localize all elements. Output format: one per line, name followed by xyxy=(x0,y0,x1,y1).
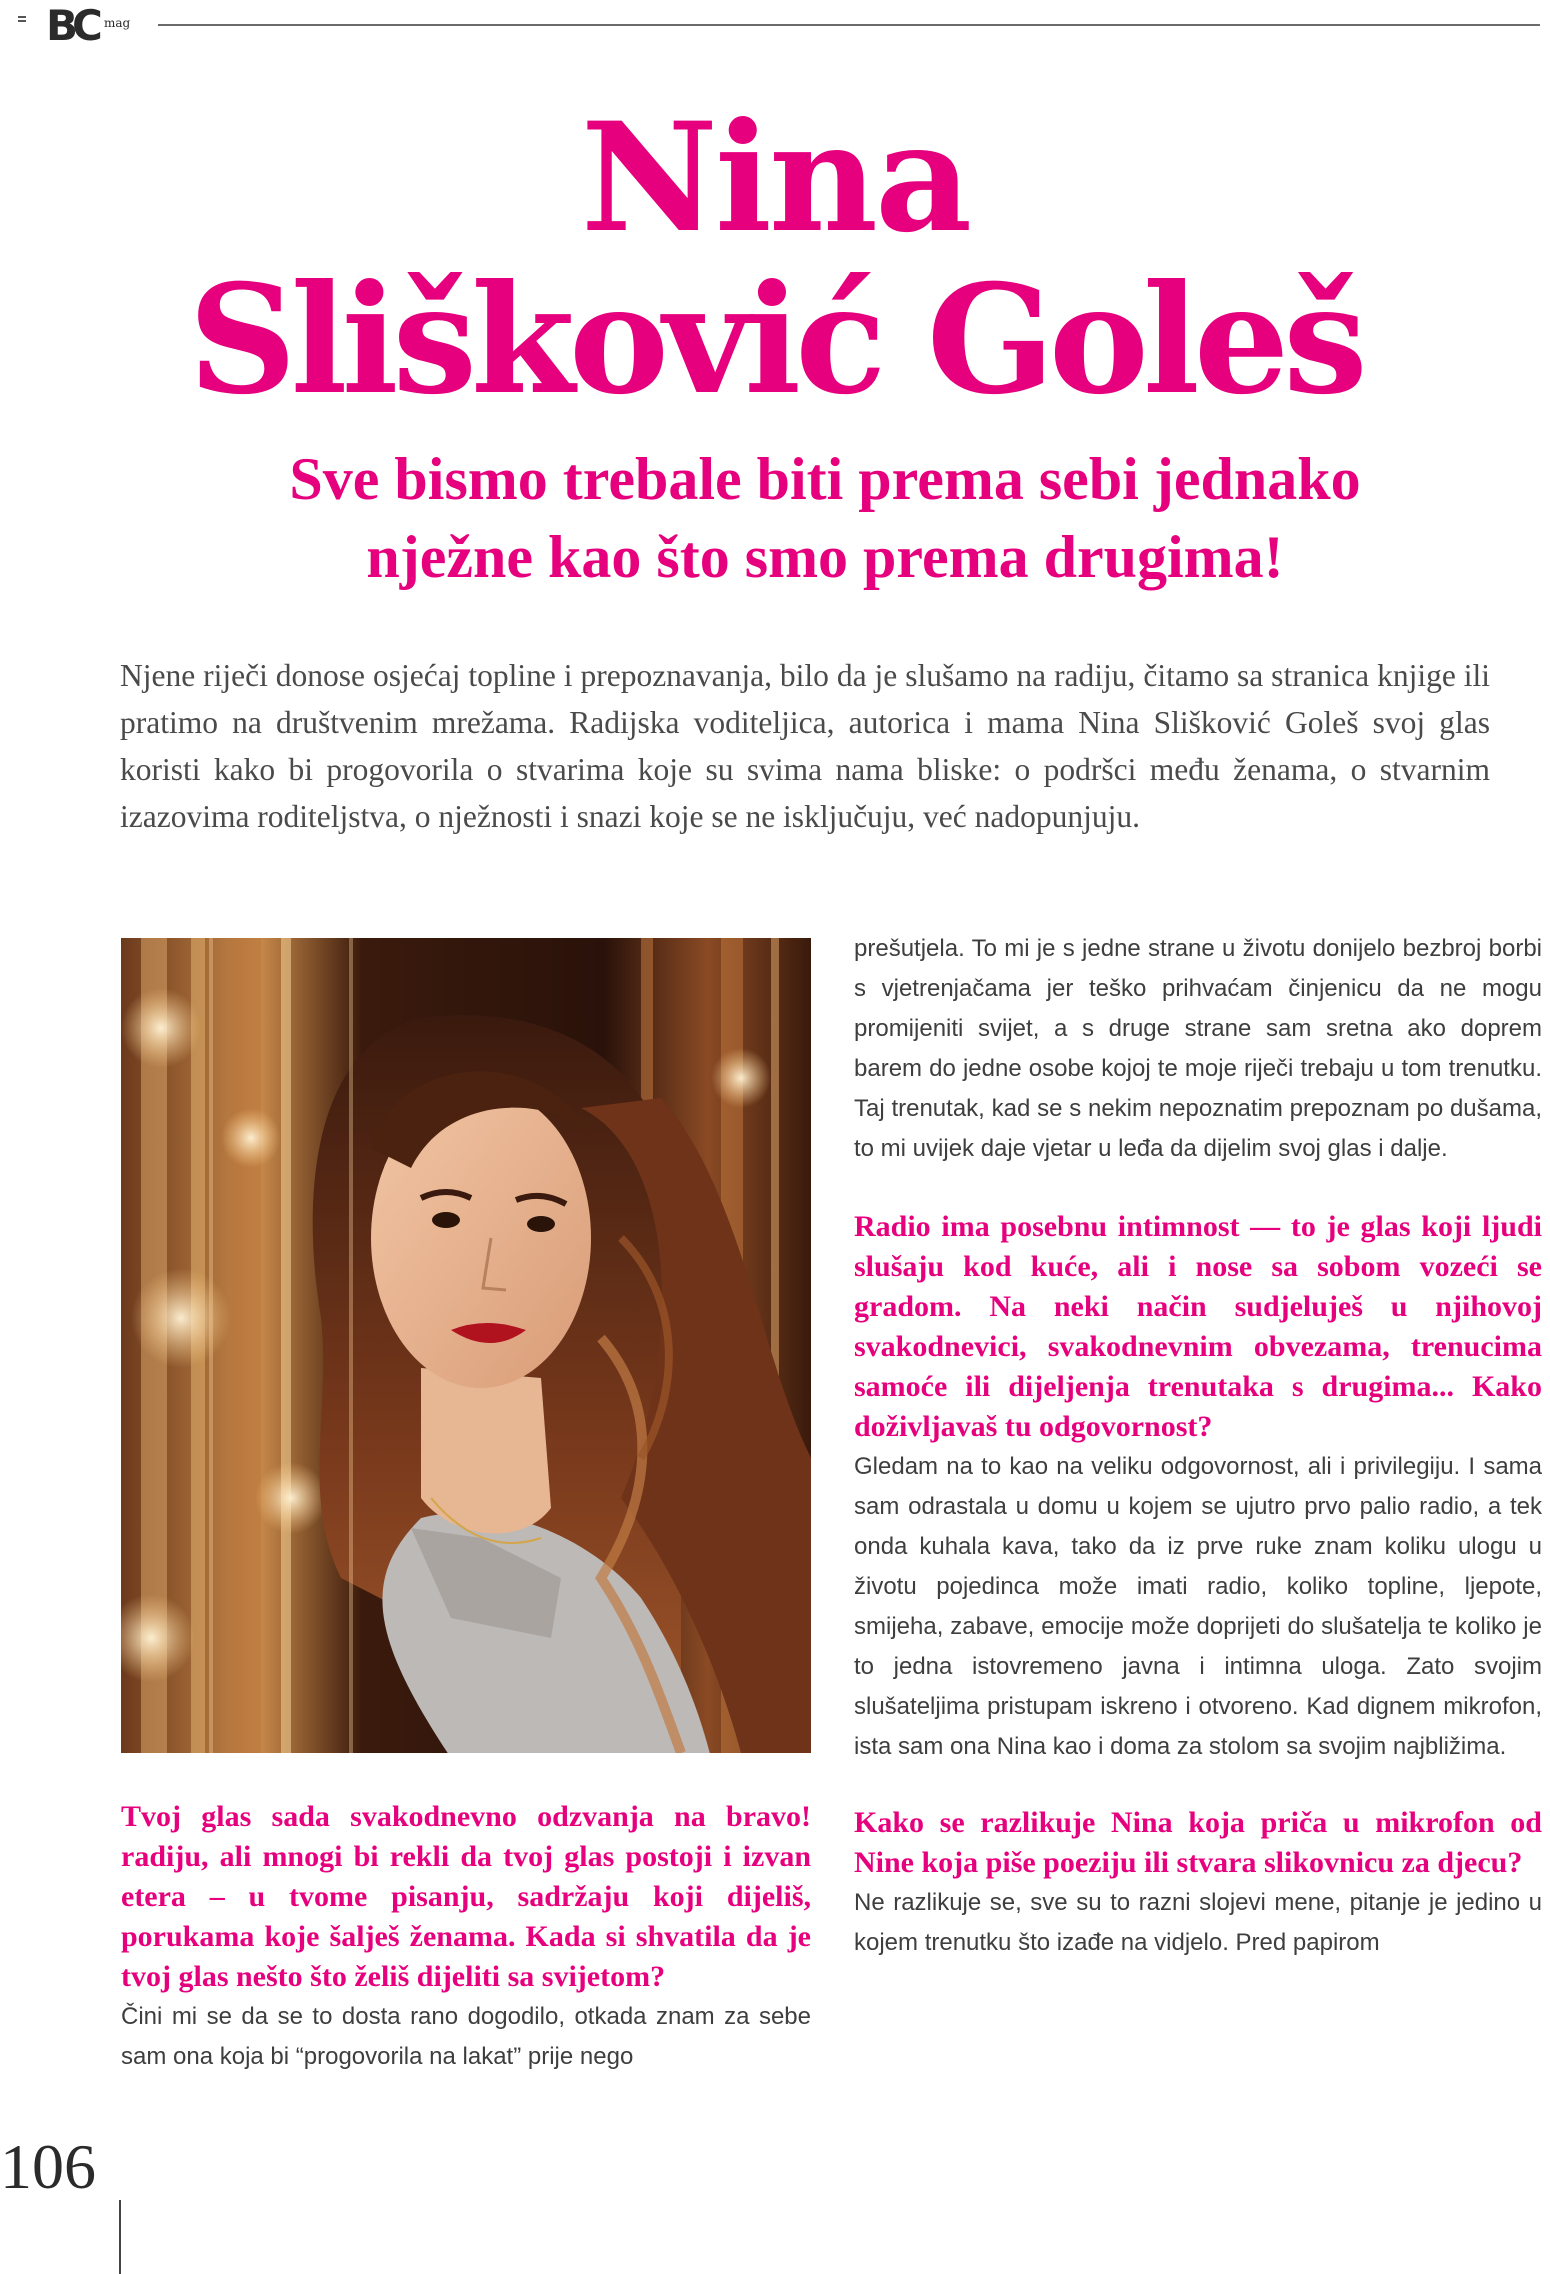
logo-sub: mag xyxy=(104,16,131,30)
interview-answer-2: Gledam na to kao na veliku odgovornost, ali i privilegiju. I sama sam odrastala u domu u kojem se ujutro prvo palio radio, a tek onda kuhala kava, tako da iz prve ruke znam koliku ulogu u životu pojedinca može imati radio, koliko topline, ljepote, smijeha, zabave, emocije može doprijeti do slušatelja te koliko je to jedna istovremeno javna i intimna uloga. Zato svojim slušateljima pristupam iskreno i otvoreno. Kad dignem mikrofon, ista sam ona Nina kao i doma za stolom sa svojim najbližima. xyxy=(854,1453,1542,1760)
right-column xyxy=(854,929,1542,1963)
page-number: 106 xyxy=(0,2131,96,2202)
portrait-photo xyxy=(121,938,811,1753)
magazine-logo[interactable] xyxy=(46,2,136,50)
article-title-first-name: Nina xyxy=(580,90,970,266)
article-subtitle xyxy=(100,440,1550,596)
logo-main: BC xyxy=(46,1,97,50)
subtitle-line-1: Sve bismo trebale biti prema sebi jednako xyxy=(289,446,1361,512)
interview-question-3: Kako se razlikuje Nina koja priča u mikrofon od Nine koja piše poeziju ili stvara slikovnicu za djecu? xyxy=(854,1806,1542,1879)
interview-answer-1-start: Čini mi se da se to dosta rano dogodilo, otkada znam za sebe sam ona koja bi “progovorila na lakat” prije nego xyxy=(121,2003,811,2070)
header-marker xyxy=(18,16,26,24)
interview-answer-1-end: prešutjela. To mi je s jedne strane u životu donijelo bezbroj borbi s vjetrenjačama jer teško prihvaćam činjenicu da ne mogu promijeniti svijet, a s druge strane sam sretna ako doprem barem do jedne osobe kojoj te moje riječi trebaju u tom trenutku. Taj trenutak, kad se s nekim nepoznatim prepoznam po dušama, to mi uvijek daje vjetar u leđa da dijelim svoj glas i dalje. xyxy=(854,935,1542,1162)
interview-question-1: Tvoj glas sada svakodnevno odzvanja na bravo! radiju, ali mnogi bi rekli da tvoj glas postoji i izvan etera – u tvome pisanju, sadržaju koji dijeliš, porukama koje šalješ ženama. Kada si shvatila da je tvoj glas nešto što želiš dijeliti sa svijetom? xyxy=(121,1800,811,1993)
subtitle-line-2: nježne kao što smo prema drugima! xyxy=(366,524,1284,590)
interview-question-2: Radio ima posebnu intimnost — to je glas koji ljudi slušaju kod kuće, ali i nose sa sobom vozeći se gradom. Na neki način sudjeluješ u njihovoj svakodnevici, svakodnevnim obvezama, trenucima samoće ili dijeljenja trenutaka s drugima... Kako doživljavaš tu odgovornost? xyxy=(854,1210,1542,1443)
portrait-illustration xyxy=(121,938,811,1753)
article-title-surname: Slišković Goleš xyxy=(188,252,1362,428)
article-intro: Njene riječi donose osjećaj topline i prepoznavanja, bilo da je slušamo na radiju, čitamo sa stranica knjige ili pratimo na društvenim mrežama. Radijska voditeljica, autorica i mama Nina Slišković Goleš svoj glas koristi kako bi progovorila o stvarima koje su svima nama bliske: o podršci među ženama, o stvarnim izazovima roditeljstva, o nježnosti i snazi koje se ne isključuju, već nadopunjuju. xyxy=(120,658,1490,834)
header-divider xyxy=(158,24,1540,26)
interview-answer-3-start: Ne razlikuje se, sve su to razni slojevi mene, pitanje je jedino u kojem trenutku što izađe na vidjelo. Pred papirom xyxy=(854,1889,1542,1956)
left-column xyxy=(121,1797,811,2077)
footer-divider xyxy=(119,2200,121,2274)
